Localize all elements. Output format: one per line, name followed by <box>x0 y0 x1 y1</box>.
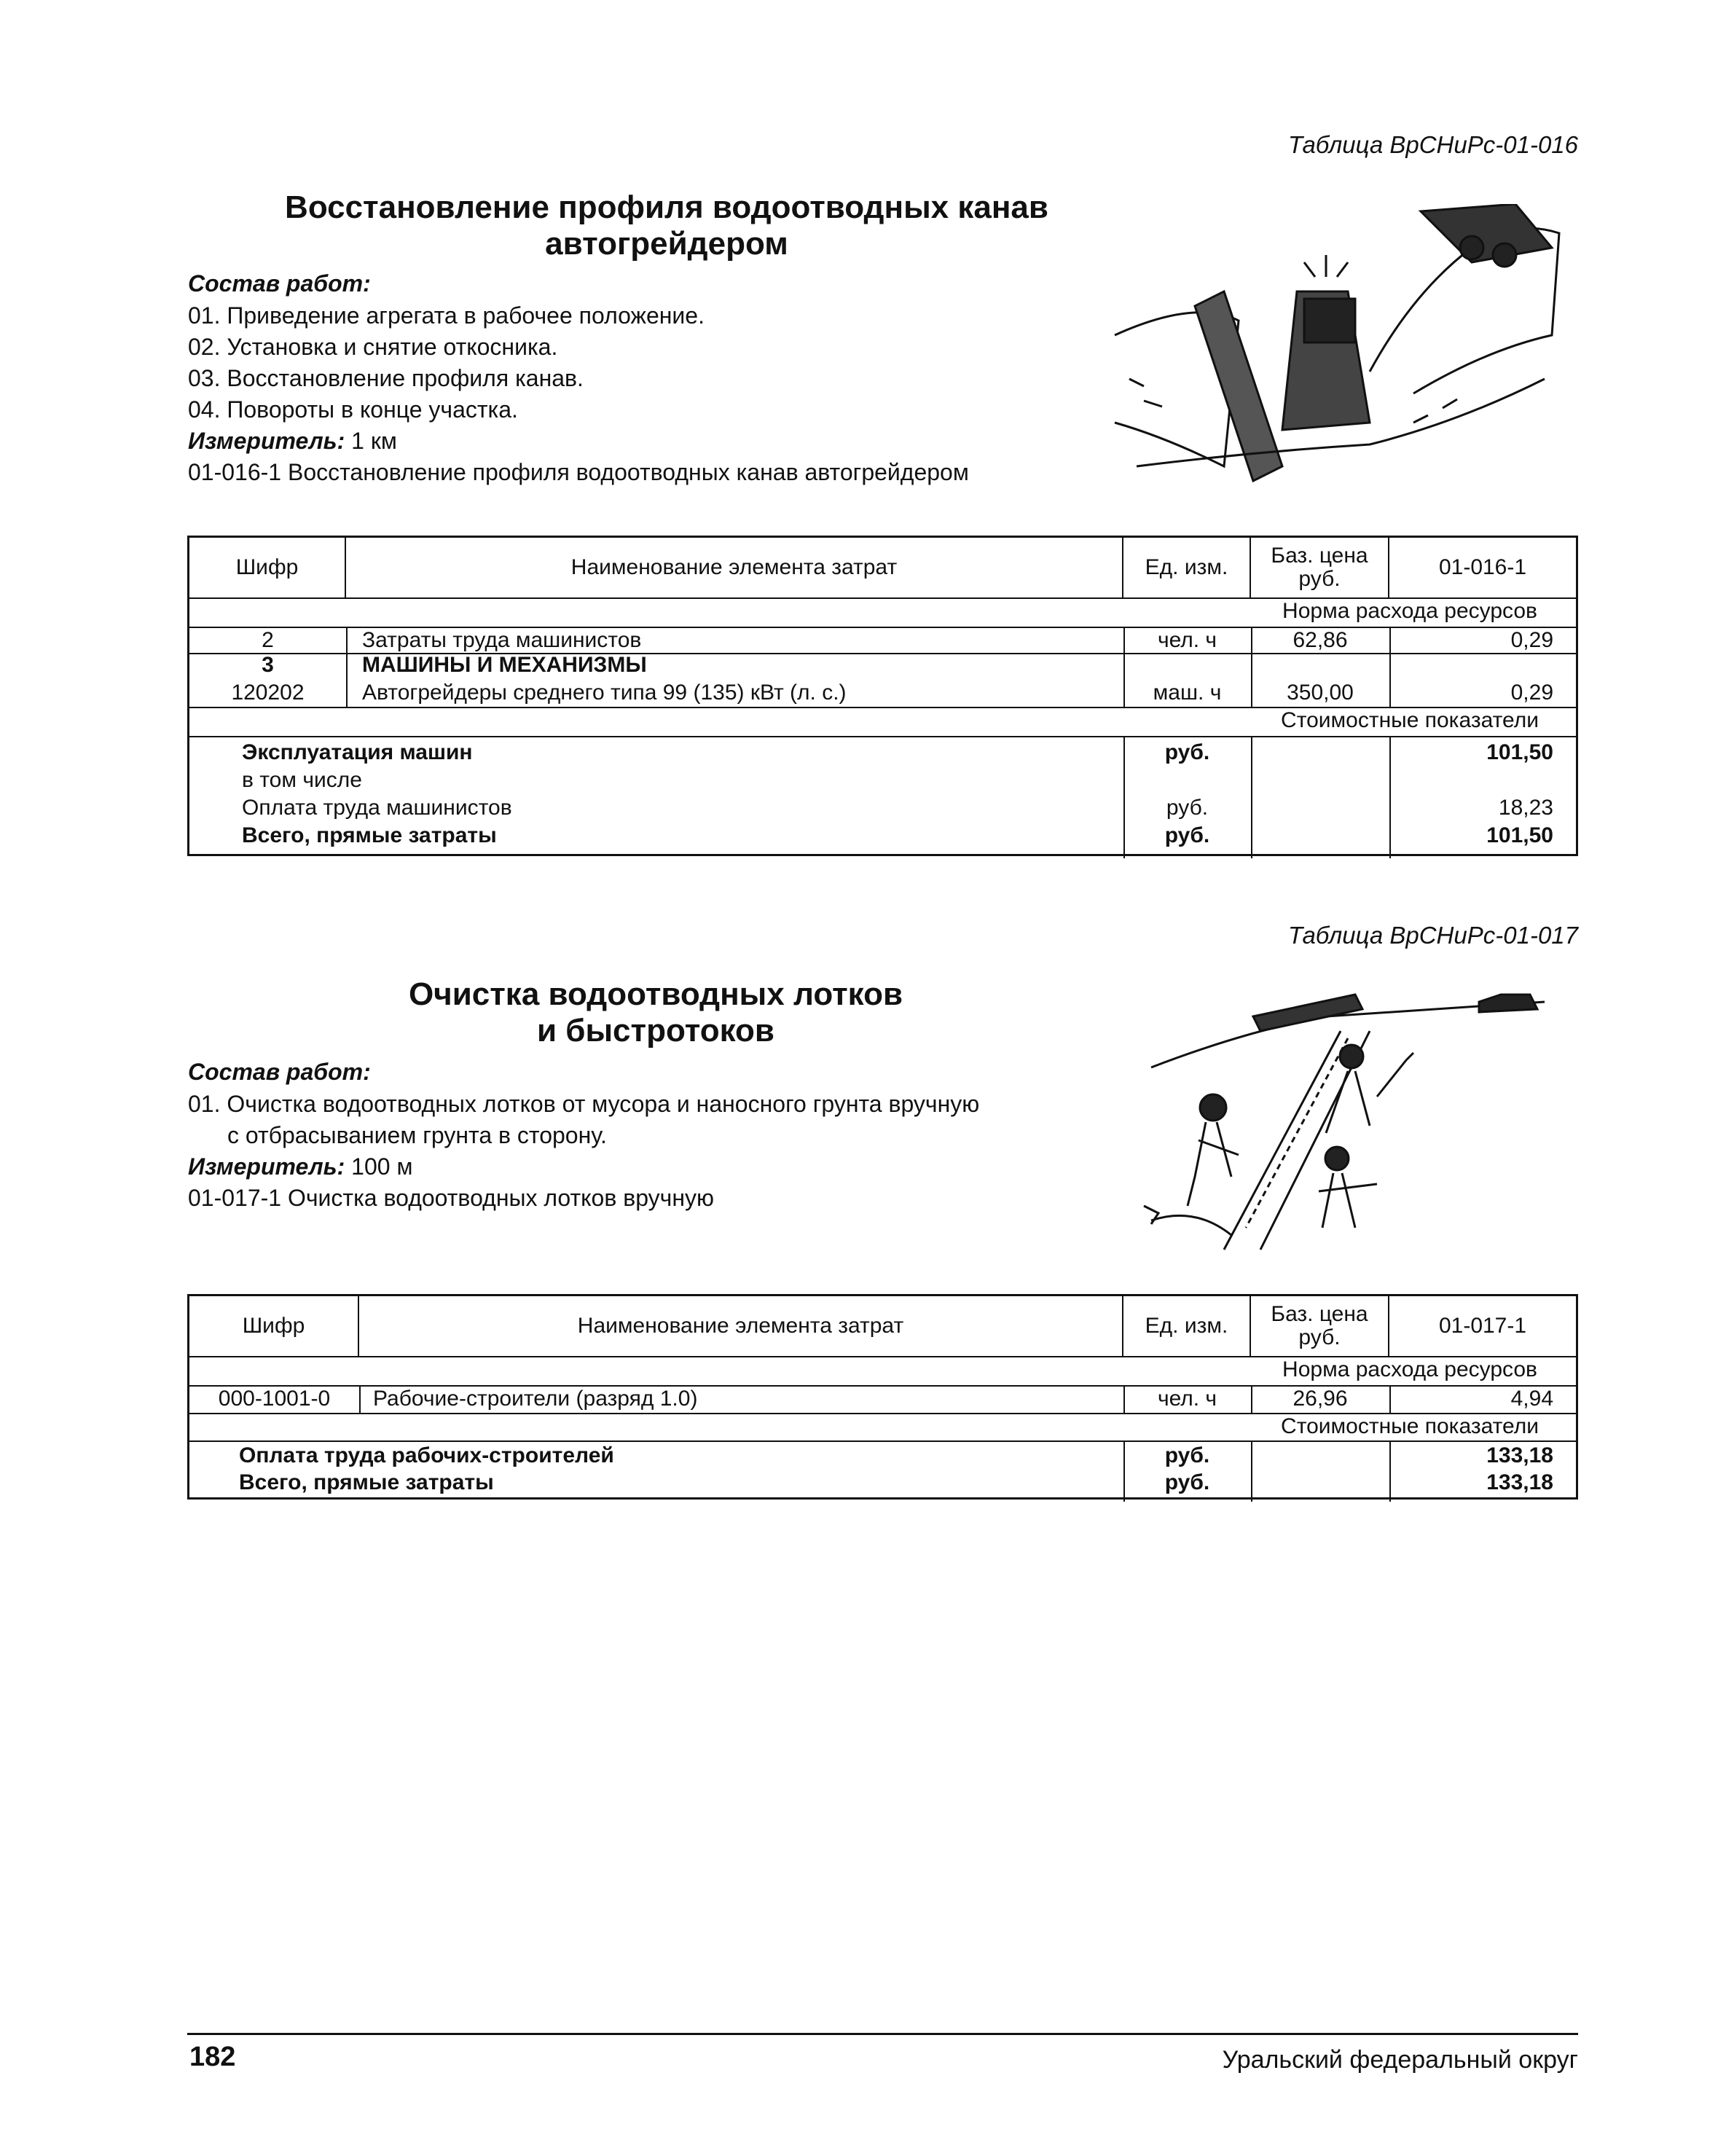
norm-header: Норма расхода ресурсов <box>1282 1357 1537 1381</box>
divider <box>189 736 1576 737</box>
cost-value: 101,50 <box>1486 823 1553 847</box>
cost-name: Всего, прямые затраты <box>239 1470 494 1494</box>
cost-unit: руб. <box>1164 1443 1210 1467</box>
row-code: 000-1001-0 <box>218 1387 331 1411</box>
cost-value: 133,18 <box>1486 1443 1553 1467</box>
table-reference: Таблица ВрСНиРс-01-016 <box>1288 131 1578 158</box>
row-unit: чел. ч <box>1157 1387 1217 1411</box>
row-code: 3 <box>262 653 274 677</box>
row-value: 4,94 <box>1510 1387 1553 1411</box>
col-header-unit: Ед. изм. <box>1123 1296 1251 1356</box>
step-item: 01. Приведение агрегата в рабочее положение. <box>188 302 705 329</box>
row-price: 350,00 <box>1287 681 1354 705</box>
col-header-price: Баз. цена руб. <box>1251 538 1389 597</box>
cost-value: 133,18 <box>1486 1470 1553 1494</box>
measure-line <box>188 426 397 457</box>
step-item: 01. Очистка водоотводных лотков от мусора и наносного грунта вручную <box>188 1091 980 1117</box>
cost-table <box>187 536 1578 856</box>
row-value: 0,29 <box>1510 681 1553 705</box>
row-name: Затраты труда машинистов <box>362 628 642 652</box>
measure-line <box>188 1151 412 1183</box>
cost-name: в том числе <box>242 768 362 792</box>
row-unit: маш. ч <box>1153 681 1222 705</box>
cost-table <box>187 1294 1578 1500</box>
row-price: 26,96 <box>1292 1387 1348 1411</box>
divider <box>359 1385 361 1413</box>
title-line: Восстановление профиля водоотводных канав <box>285 189 1048 225</box>
norm-header: Норма расхода ресурсов <box>1282 599 1537 623</box>
col-header-price: Баз. цена руб. <box>1251 1296 1389 1356</box>
measure-value: 1 км <box>351 428 397 454</box>
footer-divider <box>187 2033 1578 2035</box>
col-header-unit: Ед. изм. <box>1123 538 1251 597</box>
row-code: 120202 <box>231 681 305 705</box>
row-code: 2 <box>262 628 274 652</box>
composition-label: Состав работ: <box>188 270 371 297</box>
table-reference: Таблица ВрСНиРс-01-017 <box>1288 922 1578 949</box>
cost-name: Оплата труда рабочих-строителей <box>239 1443 614 1467</box>
footer-region: Уральский федеральный округ <box>1222 2046 1578 2074</box>
col-header-code: Шифр <box>189 538 346 597</box>
workers-illustration <box>1137 987 1574 1257</box>
row-name: Автогрейдеры среднего типа 99 (135) кВт (л. с.) <box>362 681 847 705</box>
title-line: Очистка водоотводных лотков <box>408 976 903 1012</box>
composition-label: Состав работ: <box>188 1059 371 1085</box>
row-unit: чел. ч <box>1157 628 1217 652</box>
section-title <box>313 976 998 1049</box>
step-item: 04. Повороты в конце участка. <box>188 396 518 423</box>
measure-label: Измеритель: <box>188 428 345 454</box>
cost-unit: руб. <box>1164 740 1210 764</box>
page-number: 182 <box>189 2042 236 2072</box>
cost-value: 18,23 <box>1498 796 1553 820</box>
col-header-name: Наименование элемента затрат <box>346 538 1123 597</box>
row-price: 62,86 <box>1292 628 1348 652</box>
row-value: 0,29 <box>1510 628 1553 652</box>
grader-illustration <box>1107 204 1566 495</box>
step-item: с отбрасыванием грунта в сторону. <box>227 1122 607 1148</box>
measure-label: Измеритель: <box>188 1153 345 1180</box>
step-item: 02. Установка и снятие откосника. <box>188 334 558 360</box>
cost-unit: руб. <box>1166 796 1209 820</box>
col-header-code-value: 01-017-1 <box>1438 1314 1527 1338</box>
divider <box>1251 1440 1252 1502</box>
divider <box>346 627 348 707</box>
row-name: МАШИНЫ И МЕХАНИЗМЫ <box>362 653 647 677</box>
title-line: автогрейдером <box>545 226 788 262</box>
divider <box>1251 736 1252 858</box>
code-line: 01-016-1 Восстановление профиля водоотводных канав автогрейдером <box>188 459 969 485</box>
step-item: 03. Восстановление профиля канав. <box>188 365 584 391</box>
col-header-name: Наименование элемента затрат <box>359 1296 1123 1356</box>
cost-header: Стоимостные показатели <box>1281 708 1539 732</box>
row-name: Рабочие-строители (разряд 1.0) <box>373 1387 698 1411</box>
cost-header: Стоимостные показатели <box>1281 1414 1539 1438</box>
code-line: 01-017-1 Очистка водоотводных лотков вручную <box>188 1185 714 1211</box>
col-header-code: Шифр <box>189 1296 359 1356</box>
section-title <box>182 189 1151 262</box>
cost-name: Всего, прямые затраты <box>242 823 497 847</box>
cost-name: Оплата труда машинистов <box>242 796 512 820</box>
cost-name: Эксплуатация машин <box>242 740 473 764</box>
measure-value: 100 м <box>351 1153 413 1180</box>
cost-value: 101,50 <box>1486 740 1553 764</box>
col-header-code-value: 01-016-1 <box>1438 555 1527 579</box>
cost-unit: руб. <box>1164 1470 1210 1494</box>
title-line: и быстротоков <box>537 1013 774 1048</box>
cost-unit: руб. <box>1164 823 1210 847</box>
